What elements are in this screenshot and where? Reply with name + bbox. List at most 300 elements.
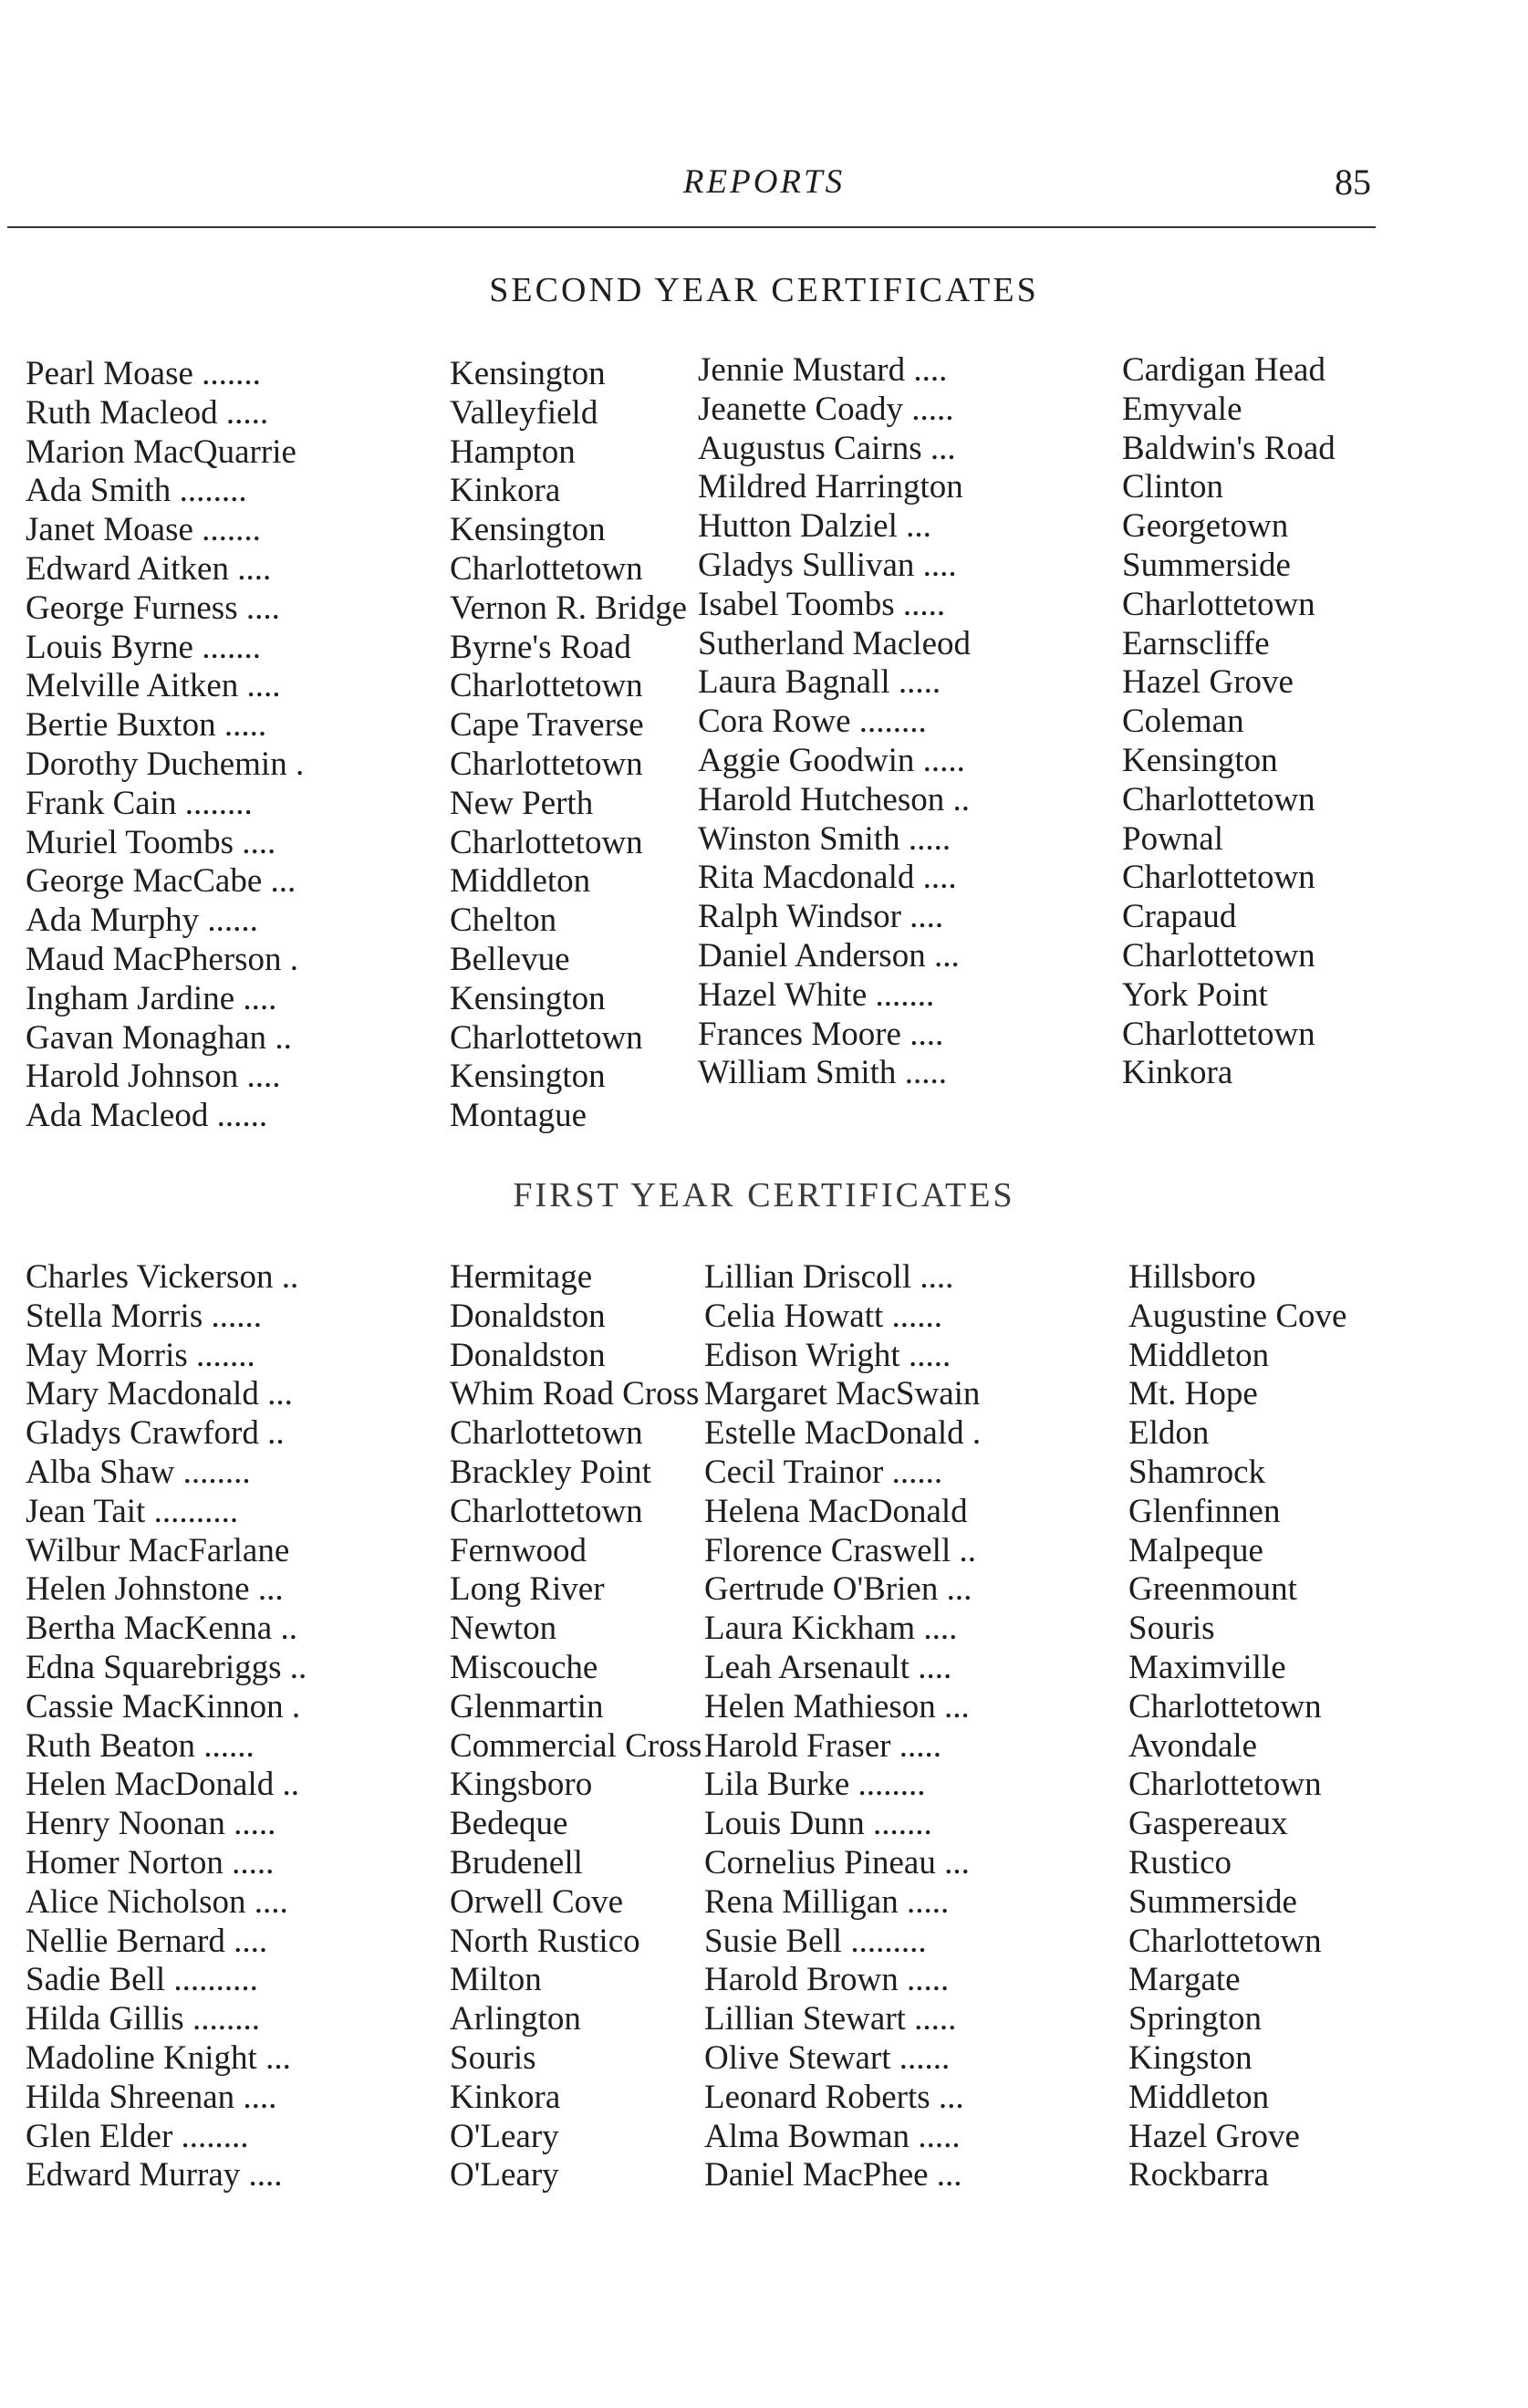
list-item [698, 391, 1346, 430]
list-item [698, 898, 1346, 937]
entry-name [26, 1610, 446, 1649]
list-item [704, 1570, 1352, 1610]
list-item [26, 1570, 673, 1610]
entry-name [26, 2000, 446, 2039]
place-name: Kensington [450, 355, 606, 392]
entry-name [26, 472, 446, 511]
dot-leader: ....... [864, 1805, 932, 1843]
dot-leader: .... [238, 667, 281, 705]
entry-name [704, 1570, 1125, 1610]
list-item [26, 1610, 673, 1649]
dot-leader: ... [921, 429, 956, 467]
list-item [704, 1337, 1352, 1376]
dot-leader: .... [237, 589, 280, 627]
dot-leader: ..... [898, 1882, 950, 1921]
dot-leader: ..... [217, 393, 269, 432]
entry-name [26, 1337, 446, 1376]
dot-leader: .... [915, 1610, 958, 1648]
second-year-list-left [26, 355, 687, 1136]
place-name: Charlottetown [1122, 585, 1315, 623]
dot-leader: ... [249, 1570, 284, 1609]
person-name: Gladys Crawford [26, 1414, 259, 1453]
entry-name [704, 1883, 1125, 1923]
list-item [698, 937, 1346, 976]
list-item [26, 1532, 673, 1571]
dot-leader: ........ [172, 2117, 249, 2155]
dot-leader: ........ [850, 703, 927, 741]
dot-leader: ..... [215, 706, 267, 745]
place-name: Malpeque [1128, 1531, 1263, 1569]
list-item [26, 1844, 673, 1883]
place-name: Charlottetown [1122, 780, 1315, 818]
dot-leader: ... [262, 862, 296, 901]
person-name: Alma Bowman [704, 2117, 910, 2155]
place-name: Glenfinnen [1128, 1492, 1281, 1530]
second-year-list-right [698, 351, 1346, 1093]
list-item [26, 745, 673, 785]
list-item [26, 785, 673, 824]
entry-name [698, 781, 1118, 820]
dot-leader: ..... [890, 1726, 941, 1765]
person-name: Helen Johnstone [26, 1570, 250, 1609]
dot-leader: .......... [145, 1492, 239, 1530]
entry-name [704, 1727, 1125, 1767]
person-name: Cora Rowe [698, 703, 851, 741]
person-name: Laura Bagnall [698, 663, 890, 702]
place-name: Bellevue [450, 940, 570, 978]
list-item [698, 1054, 1346, 1093]
dot-leader: ..... [899, 819, 951, 858]
entry-name [26, 2118, 446, 2157]
place-name: Brudenell [450, 1843, 583, 1882]
dot-leader: ... [930, 2078, 964, 2116]
person-name: Wilbur MacFarlane [26, 1531, 290, 1569]
entry-name [26, 2079, 446, 2118]
list-item [704, 1923, 1352, 1962]
entry-name [26, 1649, 446, 1688]
person-name: William Smith [698, 1054, 897, 1092]
place-name: Greenmount [1128, 1570, 1297, 1609]
person-name: George MacCabe [26, 862, 263, 901]
place-name: Cape Traverse [450, 706, 644, 745]
place-name: Cardigan Head [1122, 351, 1325, 389]
person-name: Frances Moore [698, 1015, 901, 1053]
place-name: Rustico [1128, 1843, 1232, 1882]
entry-name [698, 547, 1118, 586]
dot-leader: ..... [899, 1336, 951, 1374]
person-name: Hilda Gillis [26, 2000, 184, 2038]
place-name: Clinton [1122, 468, 1224, 506]
dot-leader: .. [266, 1018, 292, 1057]
list-item [26, 1258, 673, 1298]
person-name: Laura Kickham [704, 1610, 916, 1648]
dot-leader: . [281, 940, 299, 978]
place-name: Eldon [1128, 1414, 1210, 1453]
list-item [698, 351, 1346, 391]
list-item [26, 1375, 700, 1414]
dot-leader: .... [905, 351, 948, 389]
list-item [698, 507, 1346, 547]
place-name: Avondale [1128, 1726, 1258, 1765]
list-item [704, 1844, 1352, 1883]
place-name: Springton [1128, 2000, 1262, 2038]
entry-name [26, 1532, 446, 1571]
dot-leader: ...... [890, 2038, 951, 2077]
dot-leader: ... [928, 2156, 962, 2194]
entry-name [704, 1805, 1125, 1844]
place-name: Charlottetown [450, 823, 643, 861]
dot-leader: .. [944, 780, 970, 818]
list-item [704, 1766, 1352, 1805]
place-name: Charlottetown [1122, 859, 1315, 897]
entry-name [704, 1375, 1125, 1414]
entry-name [698, 742, 1118, 781]
entry-name [698, 468, 1118, 507]
place-name: Newton [450, 1610, 557, 1648]
list-item [698, 742, 1346, 781]
person-name: Margaret MacSwain [704, 1375, 981, 1413]
entry-name [26, 706, 446, 745]
entry-name [698, 937, 1118, 976]
running-head [0, 162, 1528, 217]
place-name: Donaldston [450, 1336, 606, 1374]
person-name: Mildred Harrington [698, 468, 963, 506]
person-name: Louis Dunn [704, 1805, 865, 1843]
dot-leader: ......... [842, 1922, 927, 1960]
place-name: Charlottetown [1122, 936, 1315, 975]
list-item [704, 1454, 1352, 1493]
person-name: Jeanette Coady [698, 390, 903, 428]
person-name: Melville Aitken [26, 667, 239, 705]
dot-leader: .... [233, 823, 276, 861]
dot-leader: ... [935, 1843, 970, 1882]
list-item [698, 820, 1346, 860]
place-name: Summerside [1122, 546, 1291, 584]
dot-leader: .. [274, 1766, 300, 1804]
list-item [704, 2000, 1352, 2039]
person-name: Rena Milligan [704, 1882, 899, 1921]
place-name: Charlottetown [450, 1492, 643, 1530]
place-name: Charlottetown [1128, 1766, 1322, 1804]
entry-name [704, 1766, 1125, 1805]
entry-name [698, 898, 1118, 937]
entry-name [704, 1454, 1125, 1493]
place-name: O'Leary [450, 2117, 559, 2155]
place-name: Souris [1128, 1610, 1215, 1648]
list-item [26, 980, 673, 1019]
list-item [704, 1532, 1352, 1571]
place-name: Charlottetown [1122, 1015, 1315, 1053]
person-name: Cornelius Pineau [704, 1843, 936, 1882]
list-item [704, 1298, 1352, 1337]
dot-leader: ... [258, 1375, 293, 1413]
first-year-list-right [704, 1258, 1352, 2195]
list-item [26, 1923, 673, 1962]
dot-leader: .. [281, 1648, 307, 1686]
list-item [704, 1727, 1352, 1767]
dot-leader: ..... [223, 1843, 275, 1882]
list-item [698, 781, 1346, 820]
entry-name [704, 1532, 1125, 1571]
dot-leader: ... [935, 1687, 970, 1725]
entry-name [704, 2156, 1125, 2195]
page-number: 85 [1335, 162, 1371, 203]
person-name: Ruth Beaton [26, 1726, 196, 1765]
list-item [26, 706, 673, 745]
place-name: Kinkora [450, 472, 561, 510]
entry-name [26, 980, 446, 1019]
place-name: Bedeque [450, 1805, 568, 1843]
list-item [26, 1688, 673, 1727]
dot-leader: ........ [174, 1453, 251, 1491]
list-item [26, 1961, 673, 2000]
list-item [26, 1766, 673, 1805]
list-item [704, 1258, 1352, 1298]
place-name: Charlottetown [1128, 1687, 1322, 1725]
entry-name [26, 824, 446, 863]
place-name: Margate [1128, 1961, 1241, 1999]
list-item [26, 1454, 673, 1493]
entry-name [26, 1805, 446, 1844]
place-name: Hillsboro [1128, 1258, 1256, 1296]
entry-name [26, 862, 446, 902]
dot-leader: .... [900, 898, 944, 936]
list-item [26, 862, 673, 902]
list-item [704, 1610, 1352, 1649]
dot-leader: ........ [183, 2000, 260, 2038]
entry-name [26, 589, 446, 629]
entry-name [26, 785, 446, 824]
person-name: May Morris [26, 1336, 188, 1374]
dot-leader: .... [245, 1882, 288, 1921]
entry-name [26, 1454, 446, 1493]
entry-name [26, 2156, 446, 2195]
entry-name [26, 1414, 446, 1454]
dot-leader: ...... [883, 1453, 943, 1491]
dot-leader: ....... [187, 1336, 255, 1374]
list-item [26, 433, 673, 473]
place-name: Hermitage [450, 1258, 593, 1296]
entry-name [26, 1766, 446, 1805]
dot-leader: .... [910, 1648, 952, 1686]
list-item [698, 859, 1346, 898]
dot-leader: ..... [910, 2117, 961, 2155]
person-name: Gladys Sullivan [698, 546, 915, 584]
place-name: Kinkora [450, 2078, 561, 2116]
entry-name [26, 941, 446, 980]
place-name: Charlottetown [450, 549, 643, 588]
person-name: Hazel White [698, 975, 868, 1014]
place-name: Middleton [1128, 1336, 1270, 1374]
place-name: Kensington [450, 511, 606, 549]
list-item [26, 2156, 673, 2195]
place-name: Crapaud [1122, 898, 1237, 936]
place-name: Milton [450, 1961, 542, 1999]
person-name: Harold Brown [704, 1961, 899, 1999]
list-item [26, 1019, 673, 1058]
entry-name [26, 1493, 446, 1532]
dot-leader: ........ [171, 472, 247, 510]
dot-leader: ........ [176, 784, 253, 822]
list-item [26, 550, 673, 589]
list-item [704, 1493, 1352, 1532]
entry-name [26, 902, 446, 941]
place-name: Charlottetown [450, 667, 643, 705]
person-name: Ada Smith [26, 472, 172, 510]
entry-name [26, 667, 446, 706]
person-name: Lila Burke [704, 1766, 850, 1804]
entry-name [26, 1258, 446, 1298]
person-name: Janet Moase [26, 511, 193, 549]
person-name: Aggie Goodwin [698, 741, 915, 779]
entry-name [704, 1649, 1125, 1688]
place-name: Souris [450, 2038, 536, 2077]
list-item [26, 941, 673, 980]
dot-leader: ...... [208, 1097, 268, 1135]
dot-leader: ... [925, 936, 960, 975]
place-name: Baldwin's Road [1122, 429, 1336, 467]
place-name: Middleton [450, 862, 591, 901]
entry-name [698, 430, 1118, 469]
list-item [26, 1414, 673, 1454]
entry-name [698, 703, 1118, 742]
place-name: Earnscliffe [1122, 624, 1270, 662]
place-name: Donaldston [450, 1297, 606, 1335]
entry-name [698, 976, 1118, 1016]
person-name: Helen Mathieson [704, 1687, 936, 1725]
person-name: Rita Macdonald [698, 859, 915, 897]
list-item [26, 1058, 673, 1097]
section-heading-first-year: FIRST YEAR CERTIFICATES [513, 1176, 1015, 1214]
place-name: Chelton [450, 902, 557, 940]
dot-leader: ....... [867, 975, 935, 1014]
entry-name [26, 2039, 446, 2079]
person-name: Susie Bell [704, 1922, 843, 1960]
entry-name [26, 1961, 446, 2000]
person-name: Sutherland Macleod [698, 624, 971, 662]
place-name: Charlottetown [450, 745, 643, 783]
entry-name [704, 1923, 1125, 1962]
list-item [26, 1493, 673, 1532]
place-name: Valleyfield [450, 393, 598, 432]
list-item [704, 2118, 1352, 2157]
person-name: Helen MacDonald [26, 1766, 275, 1804]
list-item [698, 468, 1346, 507]
person-name: Mary Macdonald [26, 1375, 259, 1413]
entry-name [26, 550, 446, 589]
entry-name [26, 394, 446, 433]
person-name: Sadie Bell [26, 1961, 166, 1999]
dot-leader: ..... [914, 741, 965, 779]
person-name: Bertie Buxton [26, 706, 216, 745]
entry-name [698, 820, 1118, 860]
entry-name [704, 1844, 1125, 1883]
person-name: Marion MacQuarrie [26, 433, 296, 471]
list-item [26, 1298, 673, 1337]
list-item [704, 1649, 1352, 1688]
list-item [26, 394, 673, 433]
list-item [26, 1805, 673, 1844]
person-name: Harold Hutcheson [698, 780, 945, 818]
entry-name [704, 1688, 1125, 1727]
place-name: Augustine Cove [1128, 1297, 1347, 1335]
list-item [26, 2039, 673, 2079]
person-name: Nellie Bernard [26, 1922, 225, 1960]
list-item [698, 625, 1346, 664]
entry-name [26, 745, 446, 785]
place-name: Brackley Point [450, 1453, 651, 1491]
entry-name [698, 625, 1118, 664]
place-name: Hampton [450, 433, 576, 471]
person-name: Henry Noonan [26, 1805, 225, 1843]
person-name: Ralph Windsor [698, 898, 901, 936]
dot-leader: ..... [905, 2000, 957, 2038]
person-name: Isabel Toombs [698, 585, 895, 623]
person-name: Estelle MacDonald [704, 1414, 964, 1453]
list-item [698, 586, 1346, 625]
entry-name [704, 1493, 1125, 1532]
person-name: Pearl Moase [26, 355, 193, 392]
running-title: REPORTS [682, 163, 846, 201]
entry-name [26, 1844, 446, 1883]
entry-name [704, 2039, 1125, 2079]
person-name: Gertrude O'Brien [704, 1570, 939, 1609]
place-name: Charlottetown [1128, 1922, 1322, 1960]
dot-leader: .... [914, 546, 957, 584]
dot-leader: .. [258, 1414, 285, 1453]
dot-leader: ...... [195, 1726, 255, 1765]
place-name: Summerside [1128, 1882, 1297, 1921]
entry-name [704, 1298, 1125, 1337]
list-item [704, 1375, 1352, 1414]
place-name: North Rustico [450, 1922, 640, 1960]
dot-leader: .. [273, 1258, 299, 1296]
place-name: New Perth [450, 784, 594, 822]
dot-leader: ..... [898, 1961, 950, 1999]
list-item [26, 1726, 702, 1767]
person-name: Jennie Mustard [698, 351, 906, 389]
entry-name [26, 1058, 446, 1097]
person-name: Charles Vickerson [26, 1258, 274, 1296]
person-name: Cassie MacKinnon [26, 1687, 284, 1725]
entry-name [26, 1375, 446, 1414]
person-name: Hilda Shreenan [26, 2078, 235, 2116]
person-name: Glen Elder [26, 2117, 173, 2155]
dot-leader: . [283, 1687, 301, 1725]
dot-leader: ....... [192, 355, 261, 392]
list-item [704, 1883, 1352, 1923]
list-item [26, 1883, 673, 1923]
place-name: Long River [450, 1570, 605, 1609]
entry-name [698, 507, 1118, 547]
person-name: Hutton Dalziel [698, 507, 898, 546]
dot-leader: .. [272, 1610, 297, 1648]
person-name: Winston Smith [698, 819, 900, 858]
person-name: Gavan Monaghan [26, 1018, 267, 1057]
place-name: Kensington [1122, 741, 1278, 779]
list-item [26, 629, 673, 668]
list-item [698, 663, 1346, 703]
person-name: Muriel Toombs [26, 823, 234, 861]
place-name: Arlington [450, 2000, 581, 2038]
person-name: Edward Aitken [26, 549, 229, 588]
place-name: Kingston [1128, 2038, 1253, 2077]
person-name: Stella Morris [26, 1297, 203, 1335]
place-name: Kensington [450, 979, 606, 1017]
person-name: Leah Arsenault [704, 1648, 910, 1686]
place-name: Kensington [450, 1058, 606, 1096]
dot-leader: ..... [896, 1054, 947, 1092]
